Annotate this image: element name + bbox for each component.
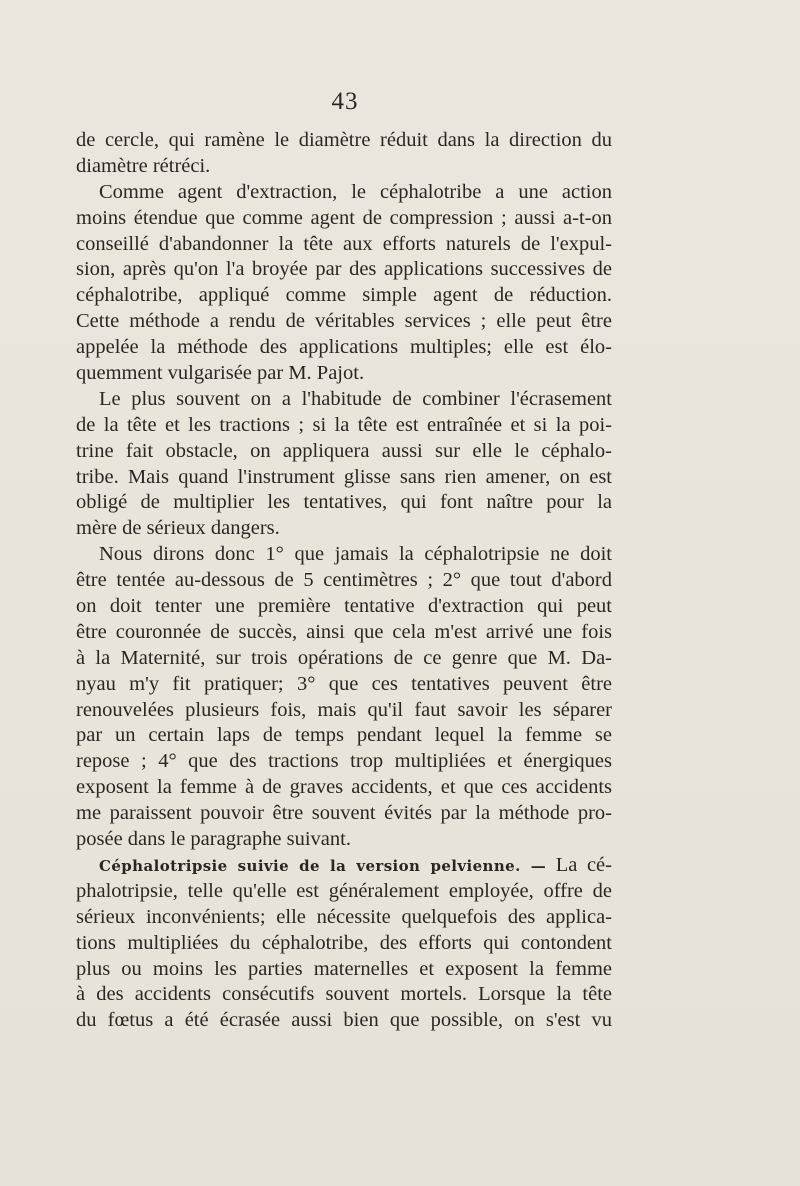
- text-line: posée dans le paragraphe suivant.: [76, 828, 351, 851]
- text-line: moins étendue que comme agent de compression ; aussi a-t-on: [76, 206, 612, 229]
- paragraph-start: Nous dirons donc 1° que jamais la céphalotripsie ne doit: [99, 543, 612, 566]
- text-line: mère de sérieux dangers.: [76, 517, 280, 540]
- body-text: [76, 128, 612, 1034]
- text-line: quemment vulgarisée par M. Pajot.: [76, 362, 365, 385]
- text-line: on doit tenter une première tentative d'extraction qui peut: [76, 595, 612, 618]
- text-line: à la Maternité, sur trois opérations de ce genre que M. Da-: [76, 646, 612, 669]
- text-line: céphalotribe, appliqué comme simple agent de réduction.: [76, 284, 612, 307]
- text-line: Cette méthode a rendu de véritables services ; elle peut être: [76, 310, 612, 333]
- text-line: obligé de multiplier les tentatives, qui font naître pour la: [76, 491, 612, 514]
- text-line: nyau m'y fit pratiquer; 3° que ces tentatives peuvent être: [76, 672, 612, 695]
- text-line: trine fait obstacle, on appliquera aussi sur elle le céphalo-: [76, 439, 612, 462]
- text-line: du fœtus a été écrasée aussi bien que possible, on s'est vu: [76, 1009, 612, 1032]
- text-line: sion, après qu'on l'a broyée par des applications successives de: [76, 258, 612, 281]
- text-line: renouvelées plusieurs fois, mais qu'il faut savoir les séparer: [76, 698, 612, 721]
- text-line: tribe. Mais quand l'instrument glisse sans rien amener, on est: [76, 465, 612, 488]
- text-line: plus ou moins les parties maternelles et exposent la femme: [76, 957, 612, 980]
- text-line: appelée la méthode des applications multiples; elle est élo-: [76, 336, 612, 359]
- text-line: à des accidents consécutifs souvent mortels. Lorsque la tête: [76, 983, 612, 1006]
- paragraph-start: Comme agent d'extraction, le céphalotribe a une action: [99, 180, 612, 203]
- text-line: être couronnée de succès, ainsi que cela m'est arrivé une fois: [76, 620, 612, 643]
- text-line: tions multipliées du céphalotribe, des efforts qui contondent: [76, 931, 612, 954]
- text-line: de la tête et les tractions ; si la tête est entraînée et si la poi-: [76, 413, 612, 436]
- text-line: diamètre rétréci.: [76, 154, 211, 177]
- page-number: 43: [331, 88, 359, 115]
- text-line: conseillé d'abandonner la tête aux efforts naturels de l'expul-: [76, 232, 612, 255]
- text-line: de cercle, qui ramène le diamètre réduit dans la direction du: [76, 129, 612, 151]
- section-heading: Céphalotripsie suivie de la version pelvienne. —: [99, 856, 547, 875]
- text-line: phalotripsie, telle qu'elle est généralement employée, offre de: [76, 879, 612, 902]
- text-line: me paraissent pouvoir être souvent évités par la méthode pro-: [76, 802, 612, 825]
- text-line: sérieux inconvénients; elle nécessite quelquefois des applica-: [76, 905, 612, 928]
- section-line-text: La cé-: [555, 853, 612, 876]
- text-line: être tentée au-dessous de 5 centimètres ; 2° que tout d'abord: [76, 569, 612, 592]
- section-line: [76, 853, 612, 879]
- text-line: exposent la femme à de graves accidents, et que ces accidents: [76, 776, 612, 799]
- paragraph-start: Le plus souvent on a l'habitude de combiner l'écrasement: [99, 387, 612, 410]
- text-line: repose ; 4° que des tractions trop multipliées et énergiques: [76, 750, 612, 773]
- text-line: par un certain laps de temps pendant lequel la femme se: [76, 724, 612, 747]
